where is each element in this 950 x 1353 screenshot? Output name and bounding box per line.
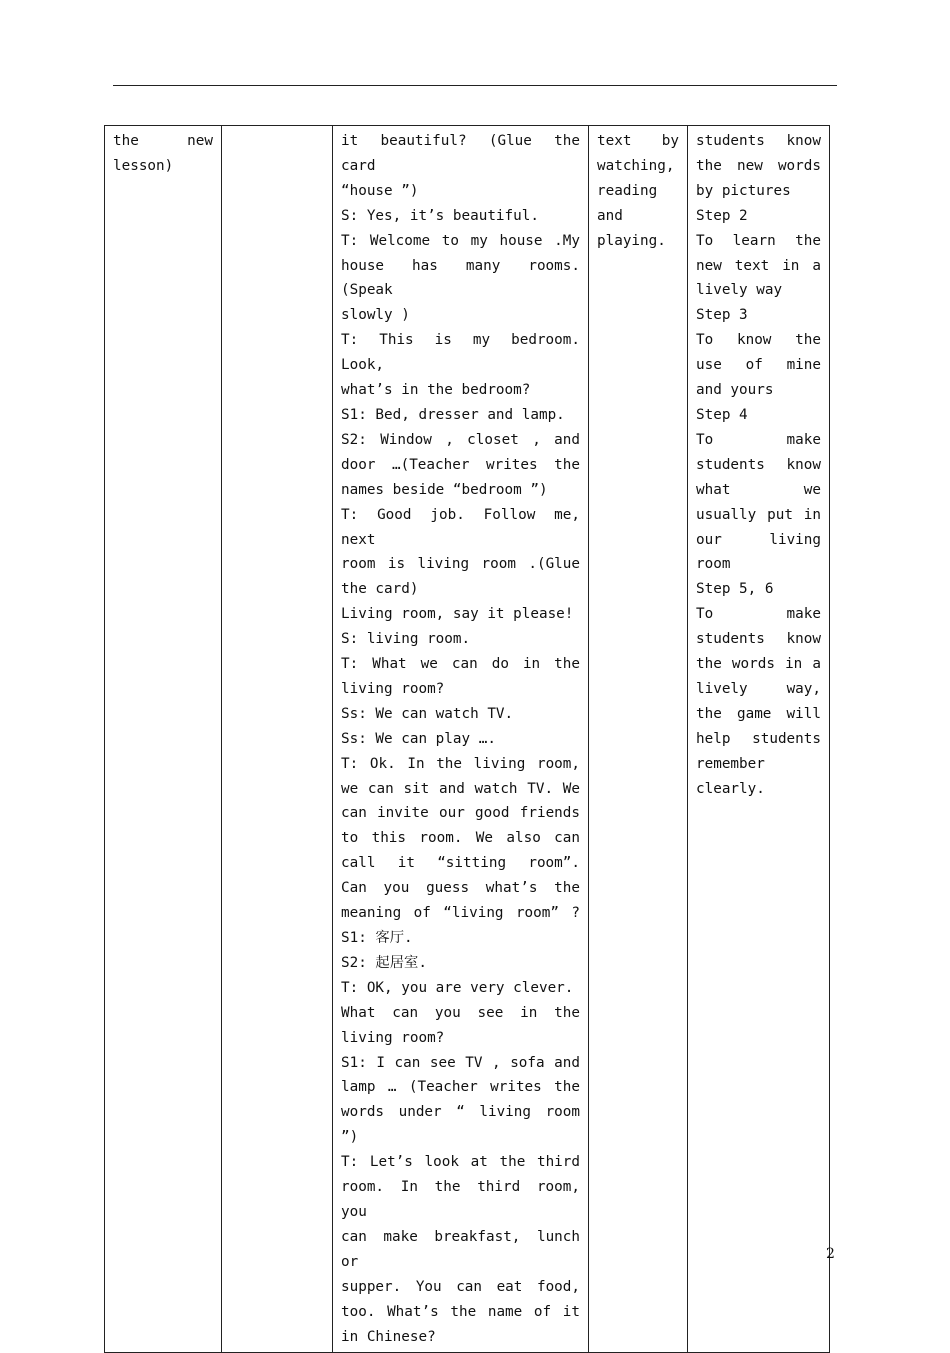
- dialogue-line: the card): [341, 581, 419, 598]
- dialogue-line: what’s in the bedroom?: [341, 382, 531, 399]
- purpose-line: and yours: [696, 382, 774, 399]
- dialogue-line: supper. You can eat food,: [341, 1278, 580, 1295]
- dialogue-line: living room?: [341, 1029, 445, 1046]
- dialogue-line: can make breakfast, lunch or: [341, 1228, 580, 1270]
- dialogue-line: T: This is my bedroom. Look,: [341, 332, 580, 374]
- dialogue-line: Can you guess what’s the: [341, 880, 580, 897]
- purpose-line: Step 3: [696, 307, 748, 324]
- dialogue-line: slowly ): [341, 307, 410, 324]
- purpose-line: To learn the: [696, 232, 821, 249]
- dialogue-line: we can sit and watch TV. We: [341, 780, 580, 797]
- dialogue-line: door …(Teacher writes the: [341, 456, 580, 473]
- dialogue-line: words under “ living room: [341, 1104, 580, 1121]
- purpose-line: new text in a: [696, 257, 821, 274]
- dialogue-line: Ss: We can watch TV.: [341, 705, 514, 722]
- dialogue-line: Living room, say it please!: [341, 606, 574, 623]
- dialogue-line: can invite our good friends: [341, 805, 580, 822]
- dialogue-line: house has many rooms. (Speak: [341, 257, 580, 299]
- purpose-line: the game will: [696, 705, 821, 722]
- dialogue-line: room is living room .(Glue: [341, 556, 580, 573]
- dialogue-line: S: Yes, it’s beautiful.: [341, 207, 539, 224]
- dialogue-line: to this room. We also can: [341, 830, 580, 847]
- dialogue-line: meaning of “living room” ?: [341, 905, 580, 922]
- dialogue-line: What can you see in the: [341, 1004, 580, 1021]
- purpose-line: what we: [696, 481, 821, 498]
- dialogue-line: S2: 起居室.: [341, 954, 427, 971]
- dialogue-line: T: Welcome to my house .My: [341, 232, 580, 249]
- dialogue-line: S1: 客厅.: [341, 930, 413, 946]
- lesson-plan-table: [104, 125, 830, 1353]
- purpose-line: Step 5, 6: [696, 581, 774, 598]
- purpose-line: lively way,: [696, 680, 821, 697]
- dialogue-line: T: Ok. In the living room,: [341, 755, 580, 772]
- dialogue-line: S2: Window , closet , and: [341, 431, 580, 448]
- purpose-line: To know the: [696, 332, 821, 349]
- purpose-line: help students: [696, 730, 821, 747]
- dialogue-line: S1: Bed, dresser and lamp.: [341, 406, 565, 423]
- purpose-line: use of mine: [696, 357, 821, 374]
- table-row: [105, 126, 830, 1353]
- dialogue-line: T: OK, you are very clever.: [341, 979, 574, 996]
- purpose-line: To make: [696, 431, 821, 448]
- purpose-cell: [688, 126, 830, 1353]
- purpose-line: students know: [696, 631, 821, 648]
- dialogue-line: S1: I can see TV , sofa and: [341, 1054, 580, 1071]
- dialogue-line: “house ”): [341, 182, 419, 199]
- method-line: reading: [597, 182, 658, 199]
- dialogue-line: too. What’s the name of it: [341, 1303, 580, 1320]
- method-line: text by: [597, 133, 679, 149]
- method-line: and: [597, 207, 623, 224]
- method-cell: [589, 126, 688, 1353]
- dialogue-line: names beside “bedroom ”): [341, 481, 548, 498]
- dialogue-line: S: living room.: [341, 631, 471, 648]
- purpose-line: Step 4: [696, 406, 748, 423]
- purpose-line: by pictures: [696, 182, 791, 199]
- dialogue-line: T: Let’s look at the third: [341, 1154, 580, 1171]
- purpose-line: the words in a: [696, 656, 821, 673]
- dialogue-line: in Chinese?: [341, 1328, 436, 1345]
- dialogue-line: T: What we can do in the: [341, 656, 580, 673]
- dialogue-line: ”): [341, 1129, 359, 1146]
- purpose-line: students know: [696, 456, 821, 473]
- dialogue-line: room. In the third room, you: [341, 1179, 580, 1220]
- purpose-line: the new words: [696, 157, 821, 174]
- purpose-line: remember: [696, 755, 765, 772]
- purpose-line: To make: [696, 606, 821, 623]
- page-number: 2: [826, 1246, 835, 1262]
- method-line: playing.: [597, 232, 666, 249]
- purpose-line: Step 2: [696, 207, 748, 224]
- stage-cell: [105, 126, 222, 1353]
- dialogue-line: call it “sitting room”.: [341, 855, 580, 872]
- method-line: watching,: [597, 157, 675, 174]
- stage-line: lesson): [113, 157, 174, 174]
- blank-cell: [222, 126, 333, 1353]
- dialogue-line: T: Good job. Follow me, next: [341, 506, 580, 548]
- purpose-line: our living: [696, 531, 821, 548]
- dialogue-cell: [333, 126, 589, 1353]
- dialogue-line: Ss: We can play ….: [341, 730, 496, 747]
- purpose-line: lively way: [696, 282, 783, 299]
- purpose-line: clearly.: [696, 780, 765, 797]
- stage-line: the new: [113, 133, 213, 149]
- header-rule: [113, 85, 837, 86]
- dialogue-line: living room?: [341, 680, 445, 697]
- dialogue-line: it beautiful? (Glue the card: [341, 133, 580, 174]
- purpose-line: students know: [696, 133, 821, 149]
- dialogue-line: lamp … (Teacher writes the: [341, 1079, 580, 1096]
- purpose-line: usually put in: [696, 506, 821, 523]
- purpose-line: room: [696, 556, 731, 573]
